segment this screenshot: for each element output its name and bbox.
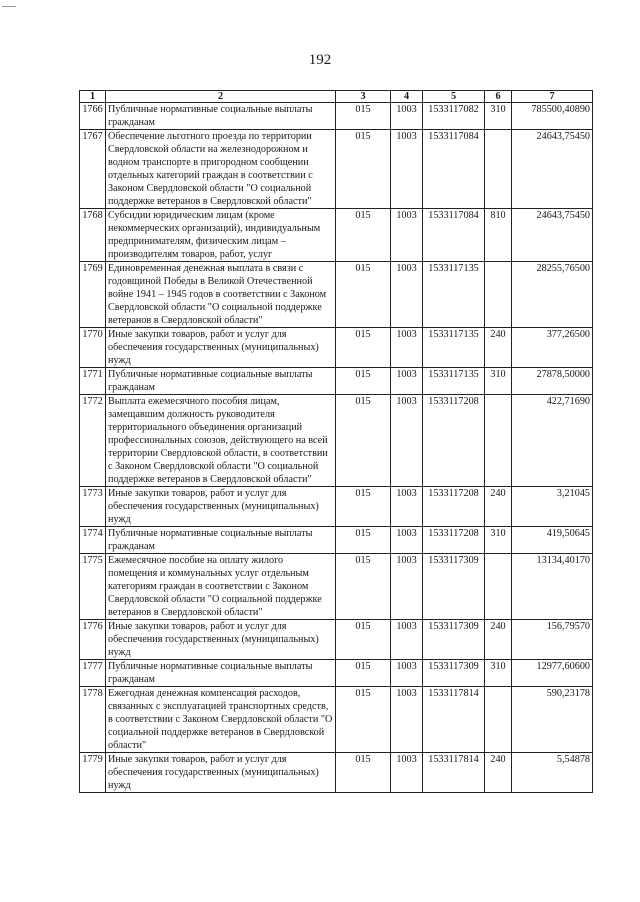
row-number: 1776 [80, 620, 106, 660]
row-expense-type [485, 395, 512, 487]
row-ministry-code: 015 [336, 328, 391, 368]
row-name: Обеспечение льготного проезда по территории Свердловской области на железнодорожном и водном транспорте в пригородном сообщении отдельных категорий граждан в соответствии с Законом Свердловской области "О социальной поддержке ветеранов в Свердловской области" [106, 130, 336, 209]
row-target-code: 1533117309 [423, 660, 485, 687]
row-target-code: 1533117082 [423, 103, 485, 130]
row-section-code: 1003 [391, 687, 423, 753]
row-amount: 13134,40170 [512, 554, 593, 620]
row-amount: 5,54878 [512, 753, 593, 793]
row-expense-type [485, 262, 512, 328]
row-expense-type [485, 687, 512, 753]
row-section-code: 1003 [391, 753, 423, 793]
row-expense-type: 240 [485, 487, 512, 527]
row-ministry-code: 015 [336, 660, 391, 687]
row-section-code: 1003 [391, 487, 423, 527]
row-number: 1777 [80, 660, 106, 687]
table-row [80, 620, 593, 660]
row-target-code: 1533117309 [423, 620, 485, 660]
row-section-code: 1003 [391, 209, 423, 262]
row-name: Единовременная денежная выплата в связи с годовщиной Победы в Великой Отечественной войне 1941 – 1945 годов в соответствии с Законом Свердловской области "О социальной поддержке ветеранов в Свердловской области" [106, 262, 336, 328]
header-col-7: 7 [512, 91, 593, 103]
row-name: Публичные нормативные социальные выплаты гражданам [106, 368, 336, 395]
row-number: 1767 [80, 130, 106, 209]
row-number: 1770 [80, 328, 106, 368]
budget-table [79, 90, 593, 793]
table-row [80, 209, 593, 262]
row-name: Ежегодная денежная компенсация расходов, связанных с эксплуатацией транспортных средств, в соответствии с Законом Свердловской области "О социальной поддержке ветеранов в Свердловской области" [106, 687, 336, 753]
row-expense-type: 310 [485, 660, 512, 687]
table-row [80, 753, 593, 793]
row-number: 1771 [80, 368, 106, 395]
header-col-5: 5 [423, 91, 485, 103]
row-amount: 419,50645 [512, 527, 593, 554]
row-amount: 422,71690 [512, 395, 593, 487]
row-name: Иные закупки товаров, работ и услуг для обеспечения государственных (муниципальных) нужд [106, 753, 336, 793]
row-name: Выплата ежемесячного пособия лицам, замещавшим должность руководителя территориального объединения организаций профессиональных союзов, действующего на всей территории Свердловской области, в соответствии с Законом Свердловской области "О социальной поддержке ветеранов в Свердловской области" [106, 395, 336, 487]
row-section-code: 1003 [391, 395, 423, 487]
row-name: Иные закупки товаров, работ и услуг для обеспечения государственных (муниципальных) нужд [106, 487, 336, 527]
table-row [80, 687, 593, 753]
row-expense-type: 810 [485, 209, 512, 262]
row-target-code: 1533117084 [423, 130, 485, 209]
row-ministry-code: 015 [336, 395, 391, 487]
row-target-code: 1533117814 [423, 687, 485, 753]
row-number: 1772 [80, 395, 106, 487]
row-expense-type [485, 130, 512, 209]
row-number: 1773 [80, 487, 106, 527]
row-amount: 3,21045 [512, 487, 593, 527]
row-number: 1775 [80, 554, 106, 620]
row-ministry-code: 015 [336, 554, 391, 620]
table-row [80, 395, 593, 487]
row-name: Ежемесячное пособие на оплату жилого помещения и коммунальных услуг отдельным категориям граждан в соответствии с Законом Свердловской области "О социальной поддержке ветеранов в Свердловской области" [106, 554, 336, 620]
row-ministry-code: 015 [336, 487, 391, 527]
row-target-code: 1533117135 [423, 328, 485, 368]
row-section-code: 1003 [391, 368, 423, 395]
header-col-4: 4 [391, 91, 423, 103]
row-ministry-code: 015 [336, 620, 391, 660]
row-amount: 377,26500 [512, 328, 593, 368]
row-amount: 27878,50000 [512, 368, 593, 395]
row-target-code: 1533117135 [423, 368, 485, 395]
row-expense-type [485, 554, 512, 620]
row-section-code: 1003 [391, 620, 423, 660]
row-name: Субсидии юридическим лицам (кроме некоммерческих организаций), индивидуальным предпринимателям, физическим лицам – производителям товаров, работ, услуг [106, 209, 336, 262]
row-section-code: 1003 [391, 527, 423, 554]
row-number: 1768 [80, 209, 106, 262]
row-section-code: 1003 [391, 103, 423, 130]
row-target-code: 1533117135 [423, 262, 485, 328]
table-row [80, 262, 593, 328]
row-name: Публичные нормативные социальные выплаты гражданам [106, 660, 336, 687]
row-section-code: 1003 [391, 660, 423, 687]
row-ministry-code: 015 [336, 103, 391, 130]
row-expense-type: 240 [485, 620, 512, 660]
table-row [80, 328, 593, 368]
row-expense-type: 240 [485, 328, 512, 368]
row-section-code: 1003 [391, 262, 423, 328]
header-col-2: 2 [106, 91, 336, 103]
header-col-1: 1 [80, 91, 106, 103]
row-section-code: 1003 [391, 328, 423, 368]
row-target-code: 1533117084 [423, 209, 485, 262]
table-row [80, 130, 593, 209]
row-expense-type: 310 [485, 103, 512, 130]
table-row [80, 103, 593, 130]
row-target-code: 1533117208 [423, 395, 485, 487]
row-amount: 156,79570 [512, 620, 593, 660]
row-amount: 12977,60600 [512, 660, 593, 687]
row-amount: 24643,75450 [512, 209, 593, 262]
table-row [80, 660, 593, 687]
table-row [80, 527, 593, 554]
row-amount: 28255,76500 [512, 262, 593, 328]
row-ministry-code: 015 [336, 687, 391, 753]
header-col-3: 3 [336, 91, 391, 103]
scan-edge-mark [2, 6, 16, 7]
table-row [80, 368, 593, 395]
row-target-code: 1533117309 [423, 554, 485, 620]
row-amount: 24643,75450 [512, 130, 593, 209]
row-section-code: 1003 [391, 554, 423, 620]
row-name: Публичные нормативные социальные выплаты гражданам [106, 527, 336, 554]
header-row [80, 91, 593, 103]
row-amount: 590,23178 [512, 687, 593, 753]
row-name: Иные закупки товаров, работ и услуг для обеспечения государственных (муниципальных) нужд [106, 620, 336, 660]
row-expense-type: 240 [485, 753, 512, 793]
row-number: 1778 [80, 687, 106, 753]
row-number: 1774 [80, 527, 106, 554]
row-target-code: 1533117208 [423, 487, 485, 527]
page-number: 192 [308, 52, 332, 68]
row-number: 1769 [80, 262, 106, 328]
row-target-code: 1533117208 [423, 527, 485, 554]
row-amount: 785500,40890 [512, 103, 593, 130]
row-section-code: 1003 [391, 130, 423, 209]
row-number: 1766 [80, 103, 106, 130]
row-number: 1779 [80, 753, 106, 793]
row-ministry-code: 015 [336, 130, 391, 209]
table-row [80, 554, 593, 620]
row-ministry-code: 015 [336, 368, 391, 395]
header-col-6: 6 [485, 91, 512, 103]
table-row [80, 487, 593, 527]
row-name: Публичные нормативные социальные выплаты гражданам [106, 103, 336, 130]
row-expense-type: 310 [485, 368, 512, 395]
row-ministry-code: 015 [336, 209, 391, 262]
row-expense-type: 310 [485, 527, 512, 554]
row-ministry-code: 015 [336, 262, 391, 328]
row-name: Иные закупки товаров, работ и услуг для обеспечения государственных (муниципальных) нужд [106, 328, 336, 368]
row-ministry-code: 015 [336, 527, 391, 554]
row-ministry-code: 015 [336, 753, 391, 793]
row-target-code: 1533117814 [423, 753, 485, 793]
